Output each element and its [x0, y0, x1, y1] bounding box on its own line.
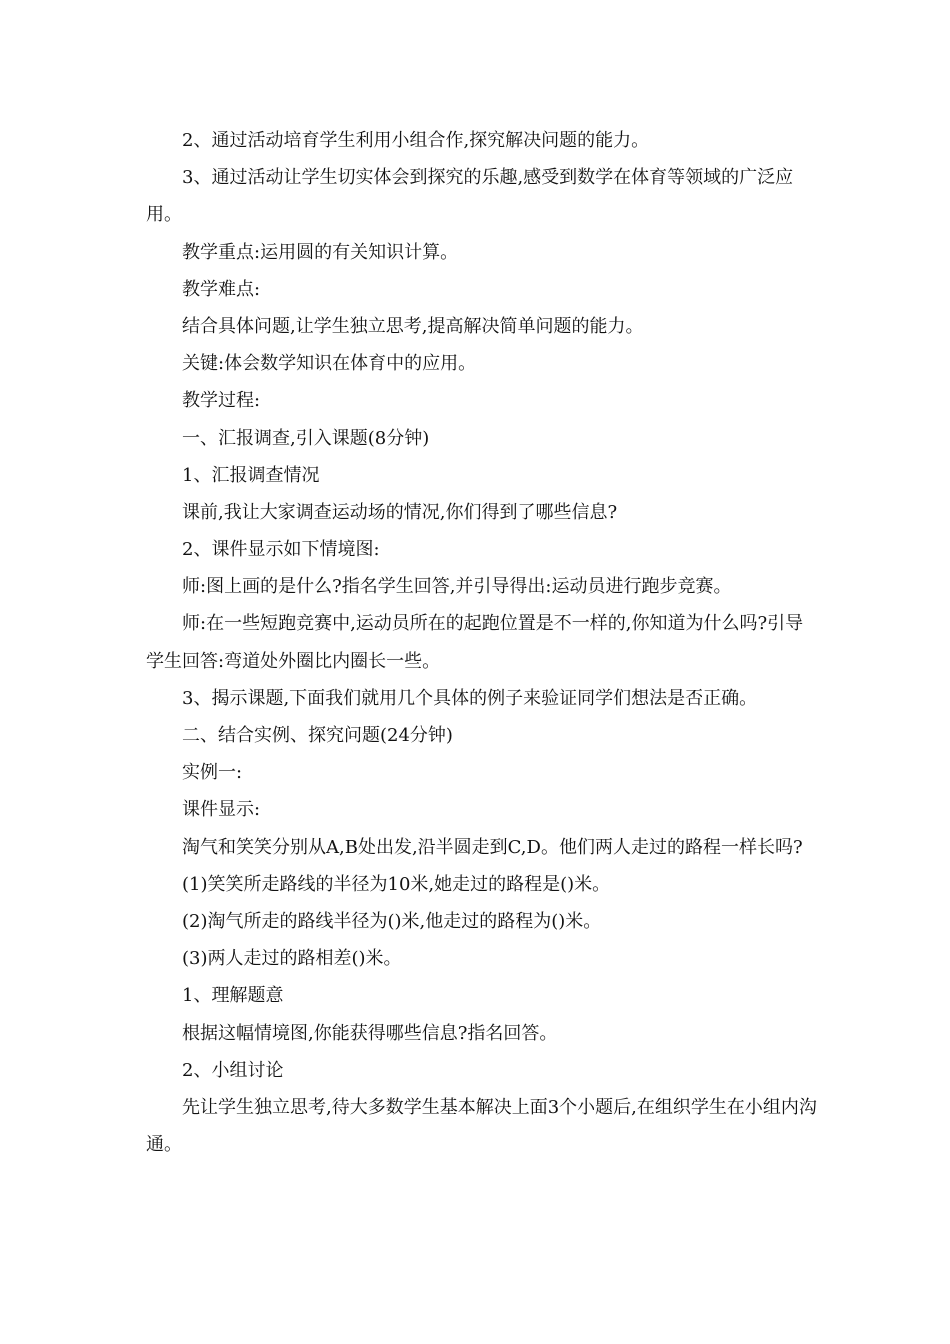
question-2: (2)淘气所走的路线半径为()米,他走过的路程为()米。 [182, 911, 602, 933]
teaching-difficulty: 结合具体问题,让学生独立思考,提高解决简单问题的能力。 [182, 315, 644, 337]
example-1-heading: 实例一: [182, 762, 243, 784]
example-1-problem: 淘气和笑笑分别从A,B处出发,沿半圆走到C,D。他们两人走过的路程一样长吗? [182, 836, 803, 858]
courseware-display: 课件显示: [182, 799, 261, 821]
objective-2: 2、通过活动培育学生利用小组合作,探究解决问题的能力。 [182, 130, 650, 151]
step-2: 2、课件显示如下情境图: [182, 539, 380, 561]
step-1-text: 课前,我让大家调查运动场的情况,你们得到了哪些信息? [182, 501, 618, 523]
key-point: 关键:体会数学知识在体育中的应用。 [182, 353, 477, 375]
understand-heading: 1、理解题意 [182, 985, 284, 1007]
teaching-difficulty-heading: 教学难点: [182, 278, 261, 300]
understand-text: 根据这幅情境图,你能获得哪些信息?指名回答。 [182, 1022, 558, 1044]
document-body [146, 122, 818, 1163]
question-1: (1)笑笑所走路线的半径为10米,她走过的路程是()米。 [182, 873, 611, 895]
teaching-focus: 教学重点:运用圆的有关知识计算。 [182, 241, 459, 263]
section-2-heading: 二、结合实例、探究问题(24分钟) [182, 725, 453, 747]
objective-3: 3、通过活动让学生切实体会到探究的乐趣,感受到数学在体育等领域的广泛应用。 [146, 167, 794, 226]
step-3: 3、揭示课题,下面我们就用几个具体的例子来验证同学们想法是否正确。 [182, 687, 758, 709]
section-1-heading: 一、汇报调查,引入课题(8分钟) [182, 427, 430, 449]
group-discussion-heading: 2、小组讨论 [182, 1059, 284, 1081]
teacher-question-2: 师:在一些短跑竞赛中,运动员所在的起跑位置是不一样的,你知道为什么吗?引导学生回答:弯道处外圈比内圈长一些。 [146, 613, 804, 672]
teacher-question-1: 师:图上画的是什么?指名学生回答,并引导得出:运动员进行跑步竞赛。 [182, 576, 732, 598]
group-discussion-text: 先让学生独立思考,待大多数学生基本解决上面3个小题后,在组织学生在小组内沟通。 [146, 1096, 817, 1156]
process-heading: 教学过程: [182, 390, 261, 412]
step-1: 1、汇报调查情况 [182, 464, 320, 486]
question-3: (3)两人走过的路相差()米。 [182, 948, 402, 970]
